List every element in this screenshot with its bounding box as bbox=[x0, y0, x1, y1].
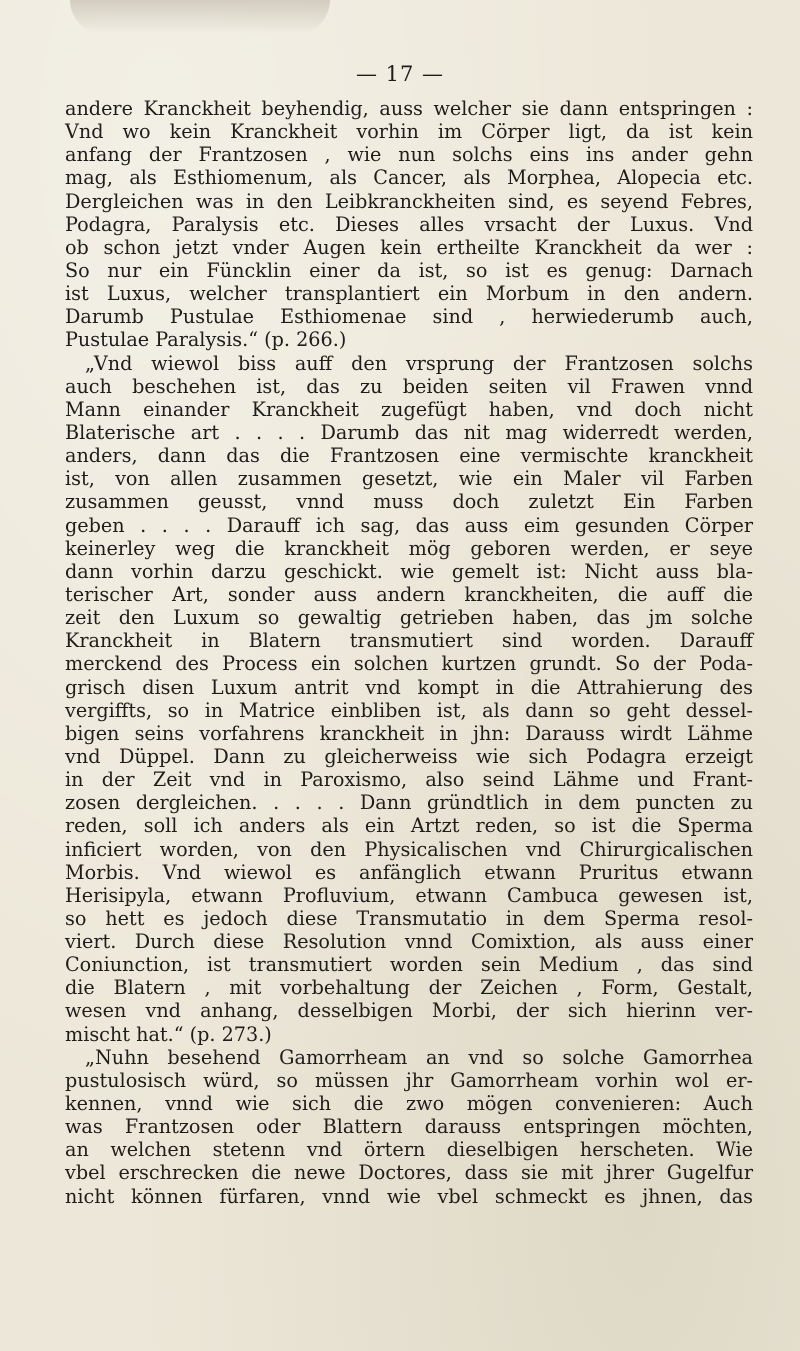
margin-show-through bbox=[760, 0, 800, 1351]
text-line: so hett es jedoch diese Transmutatio in dem Sperma resol- bbox=[65, 906, 753, 930]
text-line: Podagra, Paralysis etc. Dieses alles vrsacht der Luxus. Vnd bbox=[65, 212, 753, 236]
text-line: nicht können fürfaren, vnnd wie vbel schmeckt es jhnen, das bbox=[65, 1184, 753, 1208]
text-line: ist, von allen zusammen gesetzt, wie ein Maler vil Farben bbox=[65, 467, 753, 491]
text-line: So nur ein Füncklin einer da ist, so ist es genug: Darnach bbox=[65, 258, 753, 282]
text-line: vergiffts, so in Matrice einbliben ist, als dann so geht dessel- bbox=[65, 698, 753, 722]
text-line: Darumb Pustulae Esthiomenae sind , herwiederumb auch, bbox=[65, 305, 753, 329]
text-line: merckend des Process ein solchen kurtzen grundt. So der Poda- bbox=[65, 652, 753, 676]
text-line: geben . . . . Darauff ich sag, das auss eim gesunden Cörper bbox=[65, 513, 753, 537]
text-line: Herisipyla, etwann Profluvium, etwann Cambuca gewesen ist, bbox=[65, 883, 753, 907]
page-stain bbox=[70, 0, 330, 34]
text-line: dann vorhin darzu geschickt. wie gemelt ist: Nicht auss bla- bbox=[65, 559, 753, 583]
text-line: keinerley weg die kranckheit mög geboren werden, er seye bbox=[65, 536, 753, 560]
text-line: mischt hat.“ (p. 273.) bbox=[65, 1022, 272, 1046]
text-line: andere Kranckheit beyhendig, auss welcher sie dann entspringen : bbox=[65, 97, 753, 120]
text-line: zusammen geusst, vnnd muss doch zuletzt Ein Farben bbox=[65, 490, 753, 514]
text-line: anders, dann das die Frantzosen eine vermischte kranckheit bbox=[65, 444, 753, 468]
text-line: mag, als Esthiomenum, als Cancer, als Morphea, Alopecia etc. bbox=[65, 166, 753, 190]
text-line: kennen, vnnd wie sich die zwo mögen convenieren: Auch bbox=[65, 1092, 753, 1116]
text-line: „Vnd wiewol biss auff den vrsprung der Frantzosen solchs bbox=[85, 351, 753, 375]
text-line: grisch disen Luxum antrit vnd kompt in die Attrahierung des bbox=[65, 675, 753, 699]
text-line: zeit den Luxum so gewaltig getrieben haben, das jm solche bbox=[65, 606, 753, 630]
text-line: „Nuhn besehend Gamorrheam an vnd so solche Gamorrhea bbox=[85, 1045, 753, 1069]
body-text bbox=[65, 97, 753, 1208]
text-line: Morbis. Vnd wiewol es anfänglich etwann Pruritus etwann bbox=[65, 860, 753, 884]
text-line: vnd Düppel. Dann zu gleicherweiss wie sich Podagra erzeigt bbox=[65, 744, 753, 768]
text-line: pustulosisch würd, so müssen jhr Gamorrheam vorhin wol er- bbox=[65, 1068, 753, 1092]
text-line: Vnd wo kein Kranckheit vorhin im Cörper ligt, da ist kein bbox=[65, 120, 753, 144]
text-line: wesen vnd anhang, desselbigen Morbi, der sich hierinn ver- bbox=[65, 999, 753, 1023]
page-number: — 17 — bbox=[355, 62, 445, 86]
text-line: was Frantzosen oder Blattern darauss entspringen möchten, bbox=[65, 1115, 753, 1139]
text-line: ist Luxus, welcher transplantiert ein Morbum in den andern. bbox=[65, 282, 753, 306]
text-line: viert. Durch diese Resolution vnnd Comixtion, als auss einer bbox=[65, 930, 753, 954]
text-line: Kranckheit in Blatern transmutiert sind worden. Darauff bbox=[65, 629, 753, 653]
text-line: Mann einander Kranckheit zugefügt haben, vnd doch nicht bbox=[65, 397, 753, 421]
text-line: vbel erschrecken die newe Doctores, dass sie mit jhrer Gugelfur bbox=[65, 1161, 753, 1185]
text-line: Dergleichen was in den Leibkranckheiten sind, es seyend Febres, bbox=[65, 189, 753, 213]
text-line: anfang der Frantzosen , wie nun solchs eins ins ander gehn bbox=[65, 143, 753, 167]
text-line: Blaterische art . . . . Darumb das nit mag widerredt werden, bbox=[65, 420, 753, 444]
text-line: Pustulae Paralysis.“ (p. 266.) bbox=[65, 328, 347, 352]
text-line: bigen seins vorfahrens kranckheit in jhn: Darauss wirdt Lähme bbox=[65, 721, 753, 745]
text-line: zosen dergleichen. . . . . Dann gründtlich in dem puncten zu bbox=[65, 791, 753, 815]
text-line: reden, soll ich anders als ein Artzt reden, so ist die Sperma bbox=[65, 814, 753, 838]
text-line: inficiert worden, von den Physicalischen vnd Chirurgicalischen bbox=[65, 837, 753, 861]
text-line: an welchen stetenn vnd örtern dieselbigen herscheten. Wie bbox=[65, 1138, 753, 1162]
text-line: die Blatern , mit vorbehaltung der Zeichen , Form, Gestalt, bbox=[65, 976, 753, 1000]
text-line: Coniunction, ist transmutiert worden sein Medium , das sind bbox=[65, 953, 753, 977]
text-line: in der Zeit vnd in Paroxismo, also seind Lähme und Frant- bbox=[65, 768, 753, 792]
text-line: terischer Art, sonder auss andern kranckheiten, die auff die bbox=[65, 582, 753, 606]
text-line: auch beschehen ist, das zu beiden seiten vil Frawen vnnd bbox=[65, 374, 753, 398]
text-line: ob schon jetzt vnder Augen kein ertheilte Kranckheit da wer : bbox=[65, 235, 753, 259]
